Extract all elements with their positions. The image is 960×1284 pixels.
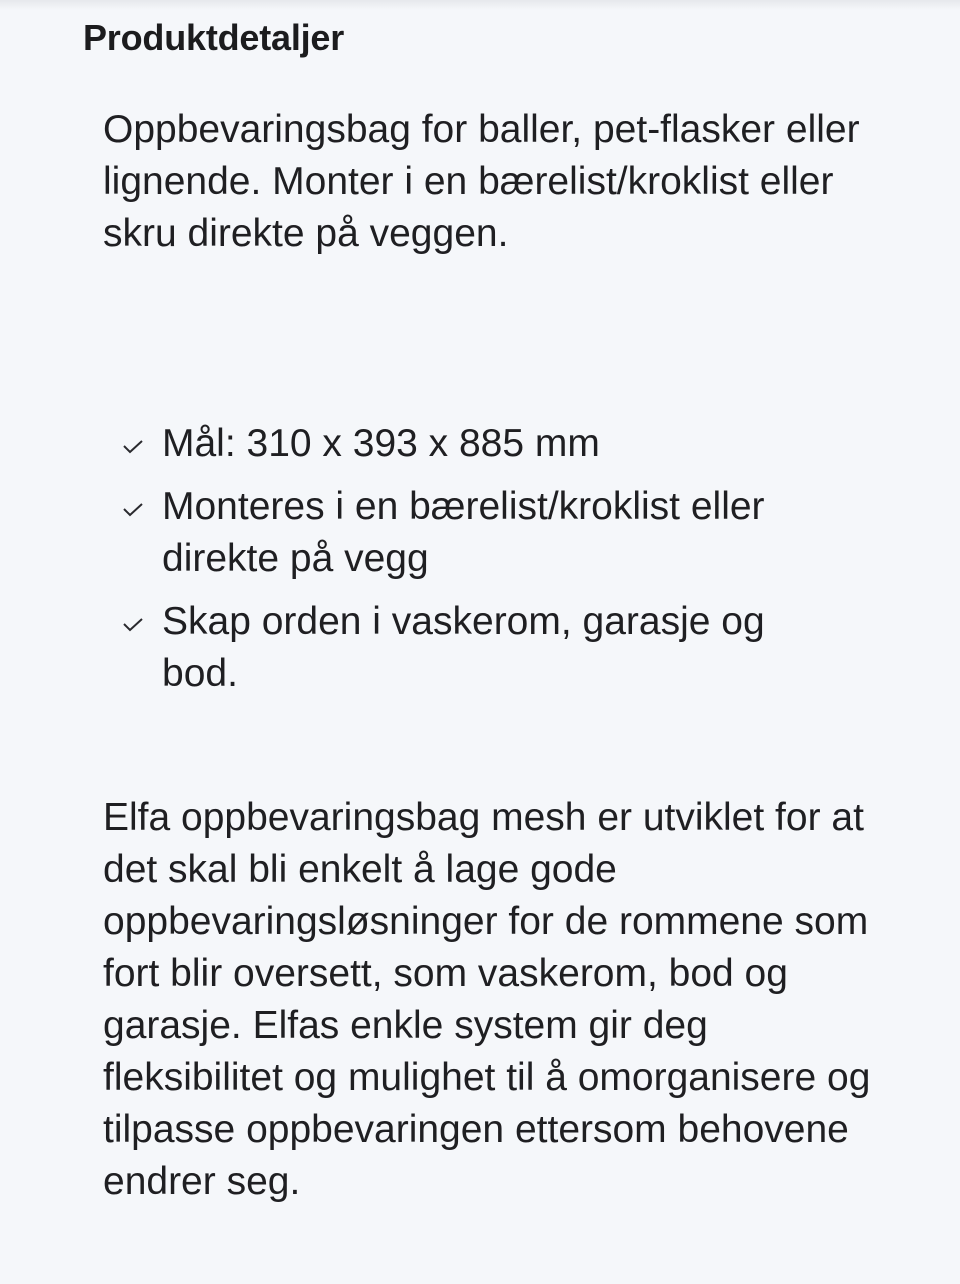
feature-item [122, 596, 862, 700]
top-shadow [0, 0, 960, 10]
feature-list [122, 418, 862, 711]
product-details-heading: Produktdetaljer [83, 17, 345, 58]
product-description-text: Elfa oppbevaringsbag mesh er utviklet for at det skal bli enkelt å lage gode oppbevaringsløsninger for de rommene som fort blir oversett, som vaskerom, bod og garasje. Elfas enkle system gir deg fleksibilitet og mulighet til å omorganisere og tilpasse oppbevaringen ettersom behovene endrer seg. [103, 796, 871, 1203]
feature-item [122, 418, 862, 470]
feature-text: Monteres i en bærelist/kroklist eller direkte på vegg [162, 485, 765, 580]
check-icon [122, 481, 152, 533]
feature-text: Skap orden i vaskerom, garasje og bod. [162, 600, 765, 695]
feature-item [122, 481, 862, 585]
product-intro-text: Oppbevaringsbag for baller, pet-flasker eller lignende. Monter i en bærelist/kroklist eller skru direkte på veggen. [103, 108, 860, 255]
feature-text: Mål: 310 x 393 x 885 mm [162, 422, 600, 465]
check-icon [122, 596, 152, 648]
check-icon [122, 418, 152, 470]
